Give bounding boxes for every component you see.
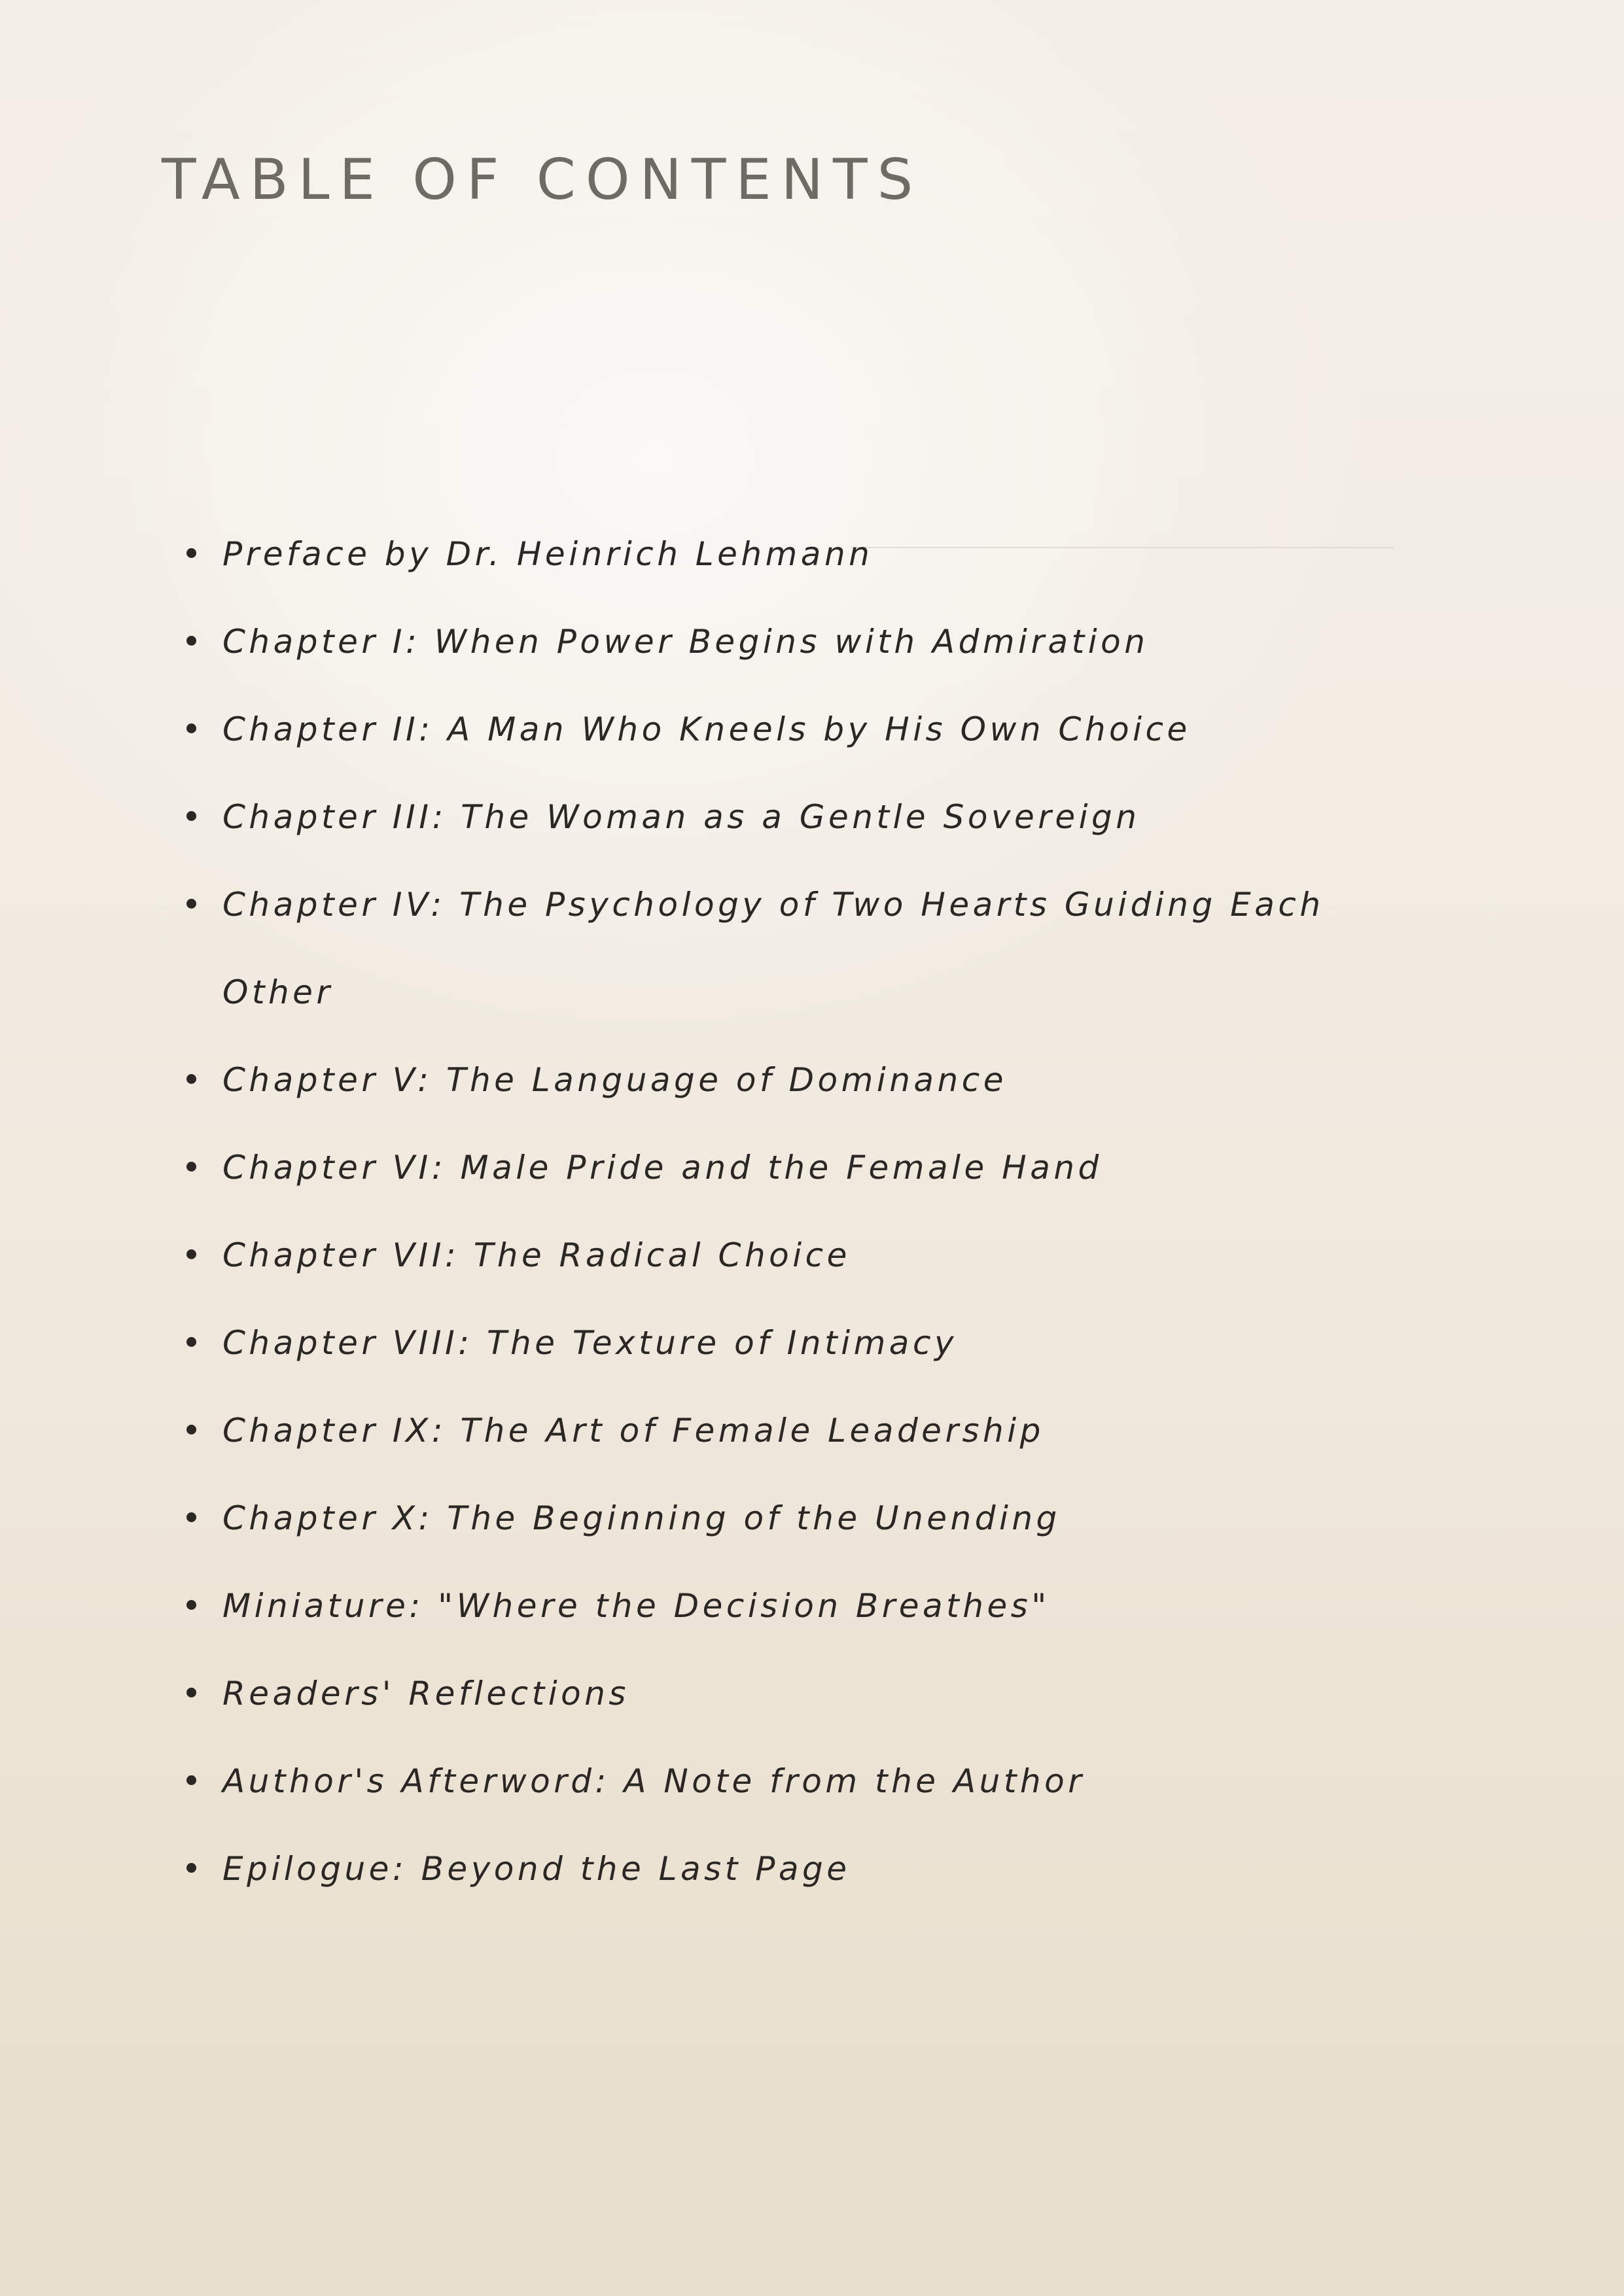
toc-entry-chapter-8[interactable] xyxy=(222,1299,1413,1387)
toc-entry-chapter-6[interactable] xyxy=(222,1124,1413,1211)
page-title: TABLE OF CONTENTS xyxy=(162,147,923,213)
toc-entry-label: Author's Afterword: A Note from the Author xyxy=(222,1762,1086,1800)
toc-entry-epilogue[interactable] xyxy=(222,1825,1413,1913)
bullet-icon xyxy=(186,1600,196,1610)
toc-entry-miniature[interactable] xyxy=(222,1562,1413,1650)
bullet-icon xyxy=(186,899,196,909)
toc-entry-label: Readers' Reflections xyxy=(222,1675,629,1713)
bullet-icon xyxy=(186,1249,196,1259)
bullet-icon xyxy=(186,636,196,646)
toc-entry-afterword[interactable] xyxy=(222,1737,1413,1825)
toc-entry-label: Preface by Dr. Heinrich Lehmann xyxy=(222,535,874,573)
toc-entry-chapter-10[interactable] xyxy=(222,1474,1413,1562)
toc-list xyxy=(222,510,1413,1913)
bullet-icon xyxy=(186,1162,196,1172)
toc-entry-label: Chapter VI: Male Pride and the Female Hand xyxy=(222,1149,1103,1187)
bullet-icon xyxy=(186,1425,196,1435)
toc-entry-label: Chapter VII: The Radical Choice xyxy=(222,1236,851,1274)
bullet-icon xyxy=(186,1775,196,1785)
bullet-icon xyxy=(186,1688,196,1697)
toc-entry-label: Epilogue: Beyond the Last Page xyxy=(222,1850,851,1888)
bullet-icon xyxy=(186,723,196,733)
bullet-icon xyxy=(186,811,196,821)
toc-entry-chapter-1[interactable] xyxy=(222,598,1413,686)
toc-entry-label: Chapter I: When Power Begins with Admiration xyxy=(222,623,1149,661)
bullet-icon xyxy=(186,1863,196,1873)
toc-entry-chapter-5[interactable] xyxy=(222,1036,1413,1124)
toc-entry-label: Chapter V: The Language of Dominance xyxy=(222,1061,1007,1099)
toc-entry-chapter-7[interactable] xyxy=(222,1211,1413,1299)
toc-entry-label: Miniature: "Where the Decision Breathes" xyxy=(222,1587,1050,1625)
toc-entry-label: Chapter II: A Man Who Kneels by His Own Choice xyxy=(222,710,1191,748)
bullet-icon xyxy=(186,1074,196,1084)
toc-entry-chapter-4[interactable] xyxy=(222,861,1413,1036)
toc-entry-chapter-2[interactable] xyxy=(222,686,1413,773)
toc-entry-label: Chapter IV: The Psychology of Two Hearts Guiding Each Other xyxy=(222,886,1324,1011)
toc-entry-label: Chapter IX: The Art of Female Leadership xyxy=(222,1412,1044,1450)
toc-entry-chapter-3[interactable] xyxy=(222,773,1413,861)
toc-entry-chapter-9[interactable] xyxy=(222,1387,1413,1474)
toc-entry-label: Chapter X: The Beginning of the Unending xyxy=(222,1499,1061,1537)
toc-entry-readers-reflections[interactable] xyxy=(222,1650,1413,1737)
toc-entry-label: Chapter III: The Woman as a Gentle Sovereign xyxy=(222,798,1140,836)
bullet-icon xyxy=(186,1337,196,1347)
bullet-icon xyxy=(186,1512,196,1522)
toc-entry-label: Chapter VIII: The Texture of Intimacy xyxy=(222,1324,958,1362)
bullet-icon xyxy=(186,548,196,558)
toc-entry-preface[interactable] xyxy=(222,510,1413,598)
